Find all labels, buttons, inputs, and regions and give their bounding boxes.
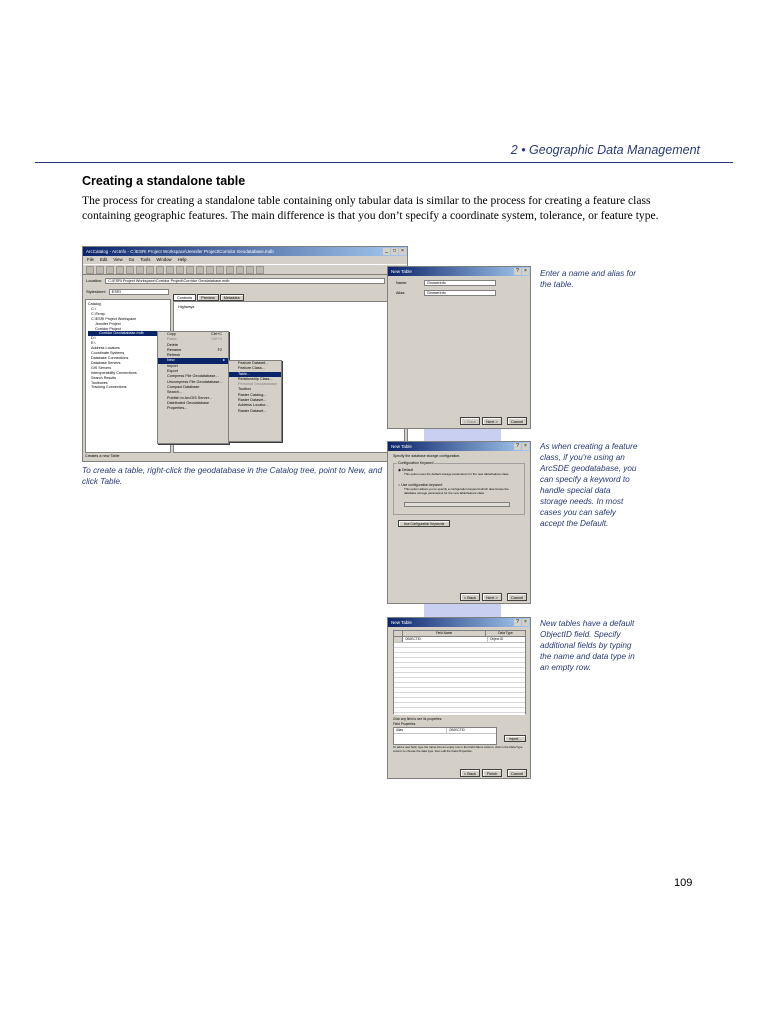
stylesheet-select[interactable]: ESRI <box>109 289 169 295</box>
cancel-button[interactable]: Cancel <box>507 769 527 777</box>
context-menu-item[interactable]: Compress File Geodatabase... <box>167 374 219 379</box>
menu-go[interactable]: Go <box>128 257 135 262</box>
context-menu-item[interactable]: Delete <box>167 342 178 347</box>
details-icon[interactable] <box>166 266 174 274</box>
tree-item[interactable]: Catalog <box>88 302 101 306</box>
new-submenu <box>228 360 282 442</box>
dialog3-help-icon[interactable]: ? <box>514 619 521 626</box>
new-table-dialog-name <box>387 266 531 429</box>
dialog1-close-icon[interactable]: × <box>522 268 529 275</box>
large-icons-icon[interactable] <box>146 266 154 274</box>
pan-icon[interactable] <box>236 266 244 274</box>
context-menu-item-new[interactable]: New ▸ <box>158 358 228 363</box>
submenu-item[interactable]: Raster Catalog... <box>238 392 267 397</box>
dialog2-close-icon[interactable]: × <box>522 443 529 450</box>
import-button[interactable]: Import... <box>504 735 526 742</box>
context-menu-item[interactable]: Paste Ctrl+V <box>167 337 222 342</box>
command-line-icon[interactable] <box>206 266 214 274</box>
tree-item[interactable]: Database Servers <box>91 360 121 365</box>
menu-window[interactable]: Window <box>156 257 172 262</box>
default-radio[interactable]: ◉ Default <box>398 468 414 472</box>
field-properties-label: Field Properties <box>393 722 416 726</box>
context-menu-item[interactable]: Properties... <box>167 406 188 411</box>
zoom-out-icon[interactable] <box>226 266 234 274</box>
tree-item[interactable]: Tracking Connections <box>91 385 127 390</box>
cancel-button[interactable]: Cancel <box>507 417 527 425</box>
running-header: 2 • Geographic Data Management <box>510 143 700 157</box>
menu-file[interactable]: File <box>87 257 94 262</box>
tab-preview[interactable]: Preview <box>197 294 219 301</box>
empty-rows[interactable] <box>394 643 525 715</box>
close-icon[interactable]: × <box>399 248 406 255</box>
connect-folder-icon[interactable] <box>96 266 104 274</box>
dialog3-titlebar <box>388 618 530 627</box>
dialog2-titlebar <box>388 442 530 451</box>
contents-item[interactable]: Highways <box>178 305 195 309</box>
context-menu-item[interactable]: Search... <box>167 390 183 395</box>
tree-item-selected[interactable]: Corridor Geodatabase.mdb <box>88 331 168 336</box>
menu-edit[interactable]: Edit <box>99 257 108 262</box>
context-menu-item[interactable]: Uncompress File Geodatabase... <box>167 379 223 384</box>
catalog-titlebar <box>83 247 407 256</box>
dialog1-title: New Table <box>391 269 412 274</box>
back-button[interactable]: < Back <box>460 417 480 425</box>
context-menu-item[interactable]: Publish to ArcGIS Server... <box>167 395 212 400</box>
data-type-cell[interactable]: Object ID <box>490 637 504 641</box>
fields-note: To add a new field, type the name into an empty row in the Field Name column, click in the Data Type column to choose the data type, then edit the Field Properties. <box>393 745 523 753</box>
menu-view[interactable]: View <box>113 257 123 262</box>
maximize-icon[interactable]: □ <box>392 248 397 254</box>
context-menu-item[interactable]: Compact Database <box>167 384 200 389</box>
intro-paragraph: The process for creating a standalone table containing only tabular data is similar to the process for creating a feature class containing geographic features. The main difference is that you don’t specify a coordinate system, tolerance, or feature type. <box>82 194 659 222</box>
submenu-item[interactable]: Feature Class... <box>238 366 265 371</box>
tree-item[interactable]: E:\ <box>91 341 96 346</box>
field-properties-grid[interactable] <box>393 727 497 745</box>
dialog2-buttons <box>460 593 527 601</box>
tree-item[interactable]: D:\ <box>91 336 96 341</box>
field-name-cell[interactable]: OBJECTID <box>403 637 488 642</box>
new-table-dialog-fields <box>387 617 531 779</box>
menu-tools[interactable]: Tools <box>140 257 151 262</box>
new-table-dialog-keyword <box>387 441 531 604</box>
location-label: Location: <box>86 278 103 283</box>
step1-caption: Enter a name and alias for the table. <box>540 269 637 289</box>
fields-hint: Click any field to see its properties. <box>393 717 443 721</box>
location-bar <box>86 276 404 285</box>
tab-contents[interactable]: Contents <box>173 294 196 301</box>
keyword-select[interactable] <box>404 502 510 507</box>
dialog2-prompt: Specify the database storage configuration. <box>393 454 461 458</box>
fields-grid[interactable] <box>393 630 526 714</box>
dialog3-title: New Table <box>391 620 412 625</box>
context-menu-item[interactable]: Copy Ctrl+C <box>167 332 222 336</box>
dialog2-help-icon[interactable]: ? <box>514 443 521 450</box>
step3-caption: New tables have a default ObjectID field. Specify additional fields by typing the name and data type in an empty row. <box>540 619 635 672</box>
catalog-toolbar <box>83 264 407 275</box>
dialog3-close-icon[interactable]: × <box>522 619 529 626</box>
status-bar: Creates a new Table <box>85 454 120 458</box>
tree-item[interactable]: GIS Servers <box>91 365 112 370</box>
zoom-in-icon[interactable] <box>216 266 224 274</box>
submenu-item[interactable]: Raster Dataset... <box>238 398 267 403</box>
context-menu-item[interactable]: Distributed Geodatabase <box>167 400 210 405</box>
back-button[interactable]: < Back <box>460 593 480 601</box>
tree-item[interactable]: Address Locators <box>91 346 120 351</box>
section-title: Creating a standalone table <box>82 174 246 188</box>
tab-metadata[interactable]: Metadata <box>220 294 244 301</box>
dialog1-help-icon[interactable]: ? <box>514 268 521 275</box>
next-button[interactable]: Next > <box>482 593 502 601</box>
submenu-item[interactable]: Feature Dataset... <box>238 361 269 365</box>
arccatalog-window <box>82 246 408 462</box>
tree-item[interactable]: Database Connections <box>91 355 129 360</box>
callout-connector-3 <box>424 603 501 617</box>
tree-item[interactable]: Toolboxes <box>91 380 108 385</box>
launch-arcmap-icon[interactable] <box>186 266 194 274</box>
tree-item[interactable]: Search Results <box>91 375 117 380</box>
dialog1-buttons <box>460 417 527 425</box>
submenu-item[interactable]: Raster Dataset... <box>238 408 267 413</box>
catalog-caption: To create a table, right-click the geodatabase in the Catalog tree, point to New, and click Table. <box>82 466 383 486</box>
submenu-item[interactable]: Toolbox <box>238 387 252 392</box>
context-menu-item[interactable]: Export <box>167 369 178 374</box>
dialog3-buttons <box>460 769 527 777</box>
minimize-icon[interactable]: _ <box>383 248 390 255</box>
next-button[interactable]: Next > <box>482 417 502 425</box>
delete-icon[interactable] <box>136 266 144 274</box>
context-menu <box>157 331 229 444</box>
callout-connector-2 <box>424 427 501 441</box>
up-one-level-icon[interactable] <box>86 266 94 274</box>
field-name-header: Field Name <box>403 631 486 636</box>
name-input[interactable]: GrowerInfo <box>424 280 496 286</box>
property-name: Alias <box>394 728 447 733</box>
dialog1-titlebar <box>388 267 530 276</box>
page-number: 109 <box>674 877 693 889</box>
finish-button[interactable]: Finish <box>482 769 502 777</box>
context-menu-item[interactable]: Refresh <box>167 353 181 358</box>
data-type-header: Data Type <box>498 631 513 635</box>
context-menu-item[interactable]: Import <box>167 363 178 368</box>
property-value[interactable]: OBJECTID <box>449 728 465 732</box>
location-input[interactable]: C:\ESRI Project Workspace\Corridor Project\Corridor Geodatabase.mdb <box>105 278 385 284</box>
dialog2-title: New Table <box>391 444 412 449</box>
summary-button[interactable]: Use Configuration Keywords <box>398 520 450 527</box>
full-extent-icon[interactable] <box>246 266 254 274</box>
context-menu-item[interactable]: Rename F2 <box>167 347 222 352</box>
tree-item[interactable]: Corridor Project <box>95 326 121 331</box>
catalog-tabs <box>173 294 405 301</box>
identify-icon[interactable] <box>256 266 264 274</box>
alias-label: Alias: <box>396 291 406 295</box>
tree-item[interactable]: Jennifer Project <box>95 321 121 326</box>
tree-item[interactable]: C:\ <box>91 306 96 311</box>
cancel-button[interactable]: Cancel <box>507 593 527 601</box>
disconnect-folder-icon[interactable] <box>106 266 114 274</box>
alias-input[interactable]: GrowerInfo <box>424 290 496 296</box>
menu-help[interactable]: Help <box>177 257 187 262</box>
keyword-group <box>393 463 525 515</box>
submenu-item[interactable]: Relationship Class... <box>238 376 273 381</box>
property-row[interactable] <box>394 728 496 734</box>
stylesheet-label: Stylesheet: <box>86 289 106 294</box>
tree-item[interactable]: C:\ESRI Project Workspace <box>91 316 137 321</box>
toolbox-icon[interactable] <box>196 266 204 274</box>
custom-description: This option allows you to specify a configuration keyword which determines the database storage parameters for the new table/feature class. <box>404 487 509 495</box>
keyword-group-label: Configuration Keyword <box>398 461 434 465</box>
submenu-item[interactable]: Address Locator... <box>238 403 269 408</box>
tree-item[interactable]: C:\Temp <box>91 311 105 316</box>
step2-caption: As when creating a feature class, if you're using an ArcSDE geodatabase, you can specify a keyword to handle special data storage needs. In most cases you can safely accept the Default. <box>540 442 638 528</box>
thumbnails-icon[interactable] <box>176 266 184 274</box>
copy-icon[interactable] <box>116 266 124 274</box>
catalog-menubar <box>83 256 407 264</box>
tree-item[interactable]: Interoperability Connections <box>91 370 137 375</box>
back-button[interactable]: < Back <box>460 769 480 777</box>
default-description: This option uses the default storage parameters for the new table/feature class. <box>404 472 510 476</box>
catalog-title: ArcCatalog - ArcInfo - C:\ESRI Project Workspace\Jennifer Project\Corridor Geodatabase.mdb <box>86 249 274 254</box>
submenu-item[interactable]: Personal Geodatabase <box>238 382 277 387</box>
list-icon[interactable] <box>156 266 164 274</box>
paste-icon[interactable] <box>126 266 134 274</box>
custom-radio[interactable]: ○ Use configuration keyword <box>398 483 443 487</box>
tree-item[interactable]: Coordinate Systems <box>91 351 125 356</box>
submenu-item-table[interactable]: Table... <box>229 372 281 377</box>
name-label: Name: <box>396 281 408 285</box>
